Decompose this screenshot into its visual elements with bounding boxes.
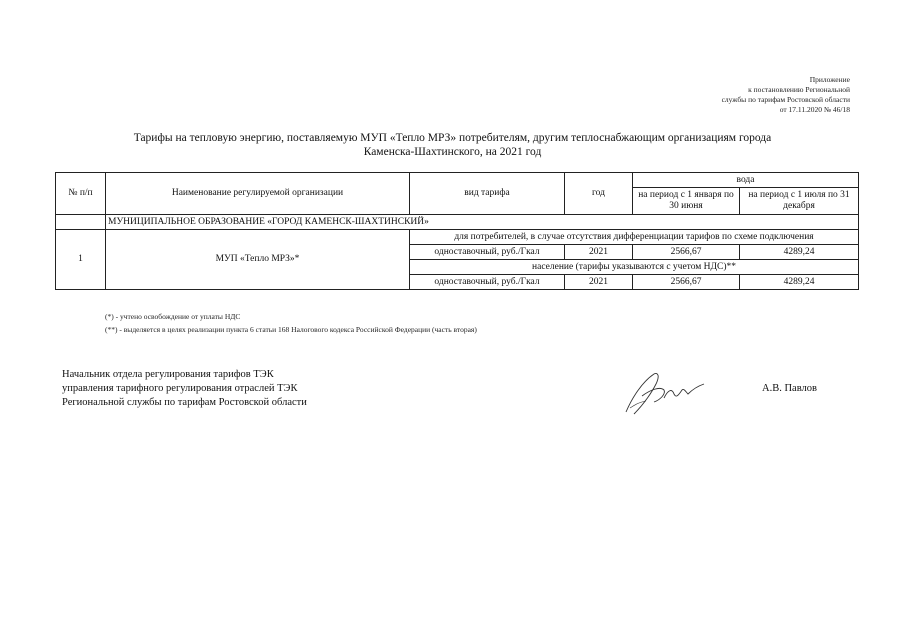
section-label: население (тарифы указываются с учетом НДС)** [410,260,859,275]
header-num: № п/п [56,173,106,215]
appendix-line: службы по тарифам Ростовской области [721,95,850,104]
empty-cell [56,215,106,230]
tariff-table [55,172,859,290]
header-period-1: на период с 1 января по 30 июня [633,188,740,215]
signer-line-3: Региональной службы по тарифам Ростовской области [62,397,307,408]
period-1-value: 2566,67 [633,275,740,290]
footnotes [105,310,477,336]
signer-name: А.В. Павлов [762,383,817,394]
period-2-value: 4289,24 [740,245,859,260]
period-2-value: 4289,24 [740,275,859,290]
header-period-2: на период с 1 июля по 31 декабря [740,188,859,215]
tariff-type-cell: одноставочный, руб./Гкал [410,245,565,260]
footnote-1: (*) - учтено освобождение от уплаты НДС [105,312,241,321]
footnote-2: (**) - выделяется в целях реализации пункта 6 статьи 168 Налогового кодекса Российской Федерации (часть вторая) [105,325,477,334]
signer-block [62,368,307,410]
municipality-row [56,215,859,230]
table-header-row [56,173,859,188]
row-number: 1 [56,230,106,290]
section-label: для потребителей, в случае отсутствия дифференциации тарифов по схеме подключения [410,230,859,245]
appendix-line: от 17.11.2020 № 46/18 [779,105,850,114]
appendix-line: к постановлению Региональной [748,85,850,94]
period-1-value: 2566,67 [633,245,740,260]
year-cell: 2021 [565,245,633,260]
document-title [60,131,845,159]
appendix-header [722,75,850,115]
signer-line-2: управления тарифного регулирования отраслей ТЭК [62,383,298,394]
header-water: вода [633,173,859,188]
table-row [56,230,859,245]
tariff-type-cell: одноставочный, руб./Гкал [410,275,565,290]
signer-line-1: Начальник отдела регулирования тарифов ТЭК [62,369,274,380]
handwritten-signature [620,368,710,416]
appendix-line: Приложение [809,75,850,84]
municipality-label: МУНИЦИПАЛЬНОЕ ОБРАЗОВАНИЕ «ГОРОД КАМЕНСК-ШАХТИНСКИЙ» [106,215,859,230]
title-line-1: Тарифы на тепловую энергию, поставляемую МУП «Тепло МРЗ» потребителям, другим теплоснабжающим организациям города [133,132,772,144]
organization-name: МУП «Тепло МРЗ»* [106,230,410,290]
header-tariff-type: вид тарифа [410,173,565,215]
header-year: год [565,173,633,215]
title-line-2: Каменска-Шахтинского, на 2021 год [363,146,542,158]
header-org: Наименование регулируемой организации [106,173,410,215]
year-cell: 2021 [565,275,633,290]
